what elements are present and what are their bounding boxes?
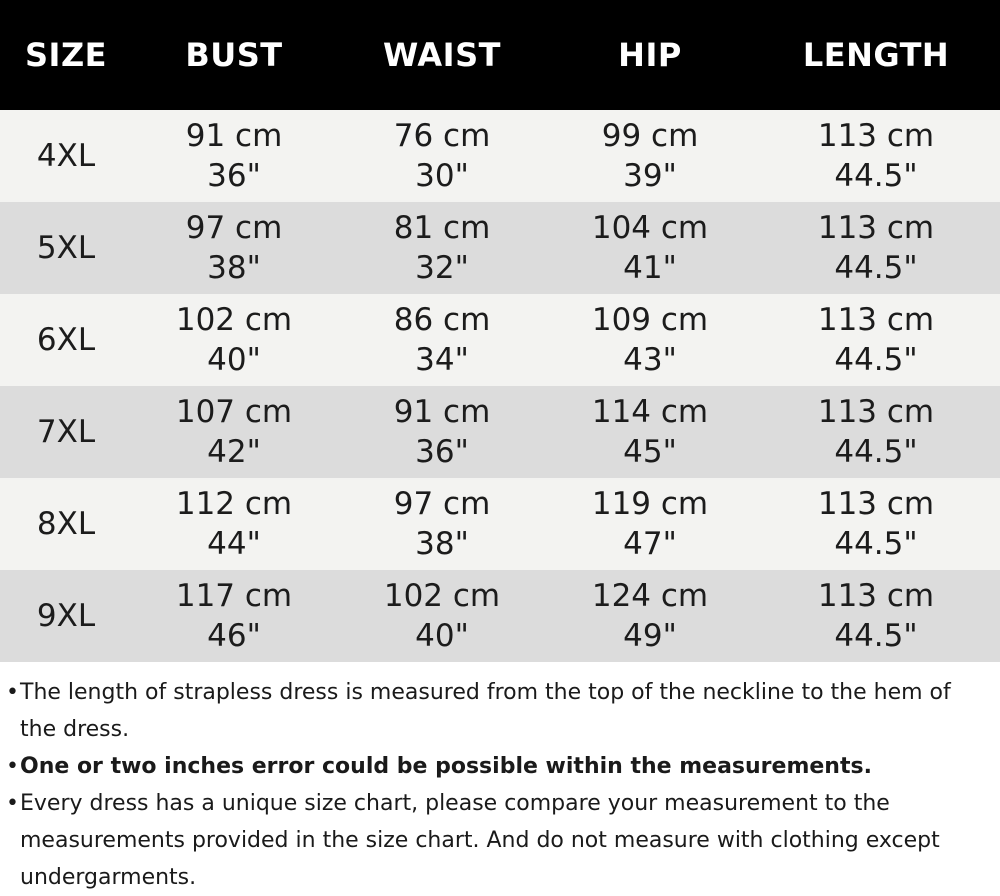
bust-cm: 112 cm bbox=[175, 486, 293, 522]
waist-cm: 102 cm bbox=[383, 578, 501, 614]
hip-cell bbox=[548, 116, 752, 196]
length-cell bbox=[752, 116, 1000, 196]
length-cm: 113 cm bbox=[817, 486, 935, 522]
hip-cell bbox=[548, 576, 752, 656]
length-cell bbox=[752, 300, 1000, 380]
waist-cm: 86 cm bbox=[393, 302, 491, 338]
measurement-notes bbox=[0, 662, 1000, 896]
header-length: LENGTH bbox=[802, 36, 950, 74]
table-row bbox=[0, 386, 1000, 478]
note-text: The length of strapless dress is measured from the top of the neckline to the hem of the dress. bbox=[20, 680, 951, 742]
bullet-icon: • bbox=[6, 791, 19, 816]
bust-cm: 107 cm bbox=[175, 394, 293, 430]
waist-in: 38" bbox=[415, 526, 469, 562]
waist-in: 30" bbox=[415, 158, 469, 194]
bust-in: 40" bbox=[207, 342, 261, 378]
size-table-body bbox=[0, 110, 1000, 662]
bust-cell bbox=[132, 576, 336, 656]
waist-cm: 76 cm bbox=[393, 118, 491, 154]
waist-cell bbox=[336, 484, 548, 564]
header-size: SIZE bbox=[24, 36, 107, 74]
length-cell bbox=[752, 392, 1000, 472]
size-cell: 5XL bbox=[36, 230, 96, 266]
header-waist: WAIST bbox=[383, 36, 501, 74]
length-cell bbox=[752, 484, 1000, 564]
bust-cm: 117 cm bbox=[175, 578, 293, 614]
header-bust: BUST bbox=[185, 36, 283, 74]
bullet-icon: • bbox=[6, 754, 19, 779]
bust-in: 38" bbox=[207, 250, 261, 286]
hip-in: 39" bbox=[623, 158, 677, 194]
bust-cm: 97 cm bbox=[185, 210, 283, 246]
length-in: 44.5" bbox=[834, 158, 918, 194]
bust-cell bbox=[132, 116, 336, 196]
bust-cell bbox=[132, 484, 336, 564]
length-in: 44.5" bbox=[834, 618, 918, 654]
table-row bbox=[0, 110, 1000, 202]
bust-in: 36" bbox=[207, 158, 261, 194]
waist-cell bbox=[336, 116, 548, 196]
hip-cell bbox=[548, 300, 752, 380]
hip-cell bbox=[548, 484, 752, 564]
hip-cm: 114 cm bbox=[591, 394, 709, 430]
waist-cell bbox=[336, 392, 548, 472]
bust-in: 42" bbox=[207, 434, 261, 470]
hip-cm: 99 cm bbox=[601, 118, 699, 154]
hip-in: 47" bbox=[623, 526, 677, 562]
length-cm: 113 cm bbox=[817, 210, 935, 246]
bust-cell bbox=[132, 300, 336, 380]
bust-cell bbox=[132, 208, 336, 288]
note-text: One or two inches error could be possible within the measurements. bbox=[20, 754, 872, 779]
hip-cell bbox=[548, 208, 752, 288]
bust-cm: 102 cm bbox=[175, 302, 293, 338]
length-cm: 113 cm bbox=[817, 302, 935, 338]
waist-cell bbox=[336, 576, 548, 656]
waist-cm: 91 cm bbox=[393, 394, 491, 430]
length-cell bbox=[752, 576, 1000, 656]
size-cell: 6XL bbox=[36, 322, 96, 358]
hip-in: 49" bbox=[623, 618, 677, 654]
size-cell: 9XL bbox=[36, 598, 96, 634]
size-cell: 4XL bbox=[36, 138, 96, 174]
length-cell bbox=[752, 208, 1000, 288]
size-cell: 8XL bbox=[36, 506, 96, 542]
bust-in: 46" bbox=[207, 618, 261, 654]
note-item bbox=[6, 748, 986, 785]
table-row bbox=[0, 202, 1000, 294]
waist-in: 36" bbox=[415, 434, 469, 470]
waist-in: 32" bbox=[415, 250, 469, 286]
length-cm: 113 cm bbox=[817, 118, 935, 154]
header-hip: HIP bbox=[618, 36, 682, 74]
bust-in: 44" bbox=[207, 526, 261, 562]
note-item bbox=[6, 785, 986, 896]
length-in: 44.5" bbox=[834, 342, 918, 378]
table-header bbox=[0, 0, 1000, 110]
note-item bbox=[6, 674, 986, 748]
length-cm: 113 cm bbox=[817, 394, 935, 430]
table-row bbox=[0, 294, 1000, 386]
length-in: 44.5" bbox=[834, 526, 918, 562]
waist-cm: 81 cm bbox=[393, 210, 491, 246]
size-cell: 7XL bbox=[36, 414, 96, 450]
hip-in: 45" bbox=[623, 434, 677, 470]
length-in: 44.5" bbox=[834, 250, 918, 286]
bullet-icon: • bbox=[6, 680, 19, 705]
hip-cm: 104 cm bbox=[591, 210, 709, 246]
hip-cm: 119 cm bbox=[591, 486, 709, 522]
table-row bbox=[0, 570, 1000, 662]
length-in: 44.5" bbox=[834, 434, 918, 470]
bust-cm: 91 cm bbox=[185, 118, 283, 154]
hip-in: 43" bbox=[623, 342, 677, 378]
hip-cm: 124 cm bbox=[591, 578, 709, 614]
length-cm: 113 cm bbox=[817, 578, 935, 614]
hip-cm: 109 cm bbox=[591, 302, 709, 338]
waist-in: 34" bbox=[415, 342, 469, 378]
hip-in: 41" bbox=[623, 250, 677, 286]
note-text: Every dress has a unique size chart, please compare your measurement to the measurements provided in the size chart. And do not measure with clothing except undergarments. bbox=[20, 791, 940, 890]
waist-cell bbox=[336, 208, 548, 288]
waist-cell bbox=[336, 300, 548, 380]
waist-in: 40" bbox=[415, 618, 469, 654]
waist-cm: 97 cm bbox=[393, 486, 491, 522]
table-row bbox=[0, 478, 1000, 570]
bust-cell bbox=[132, 392, 336, 472]
hip-cell bbox=[548, 392, 752, 472]
